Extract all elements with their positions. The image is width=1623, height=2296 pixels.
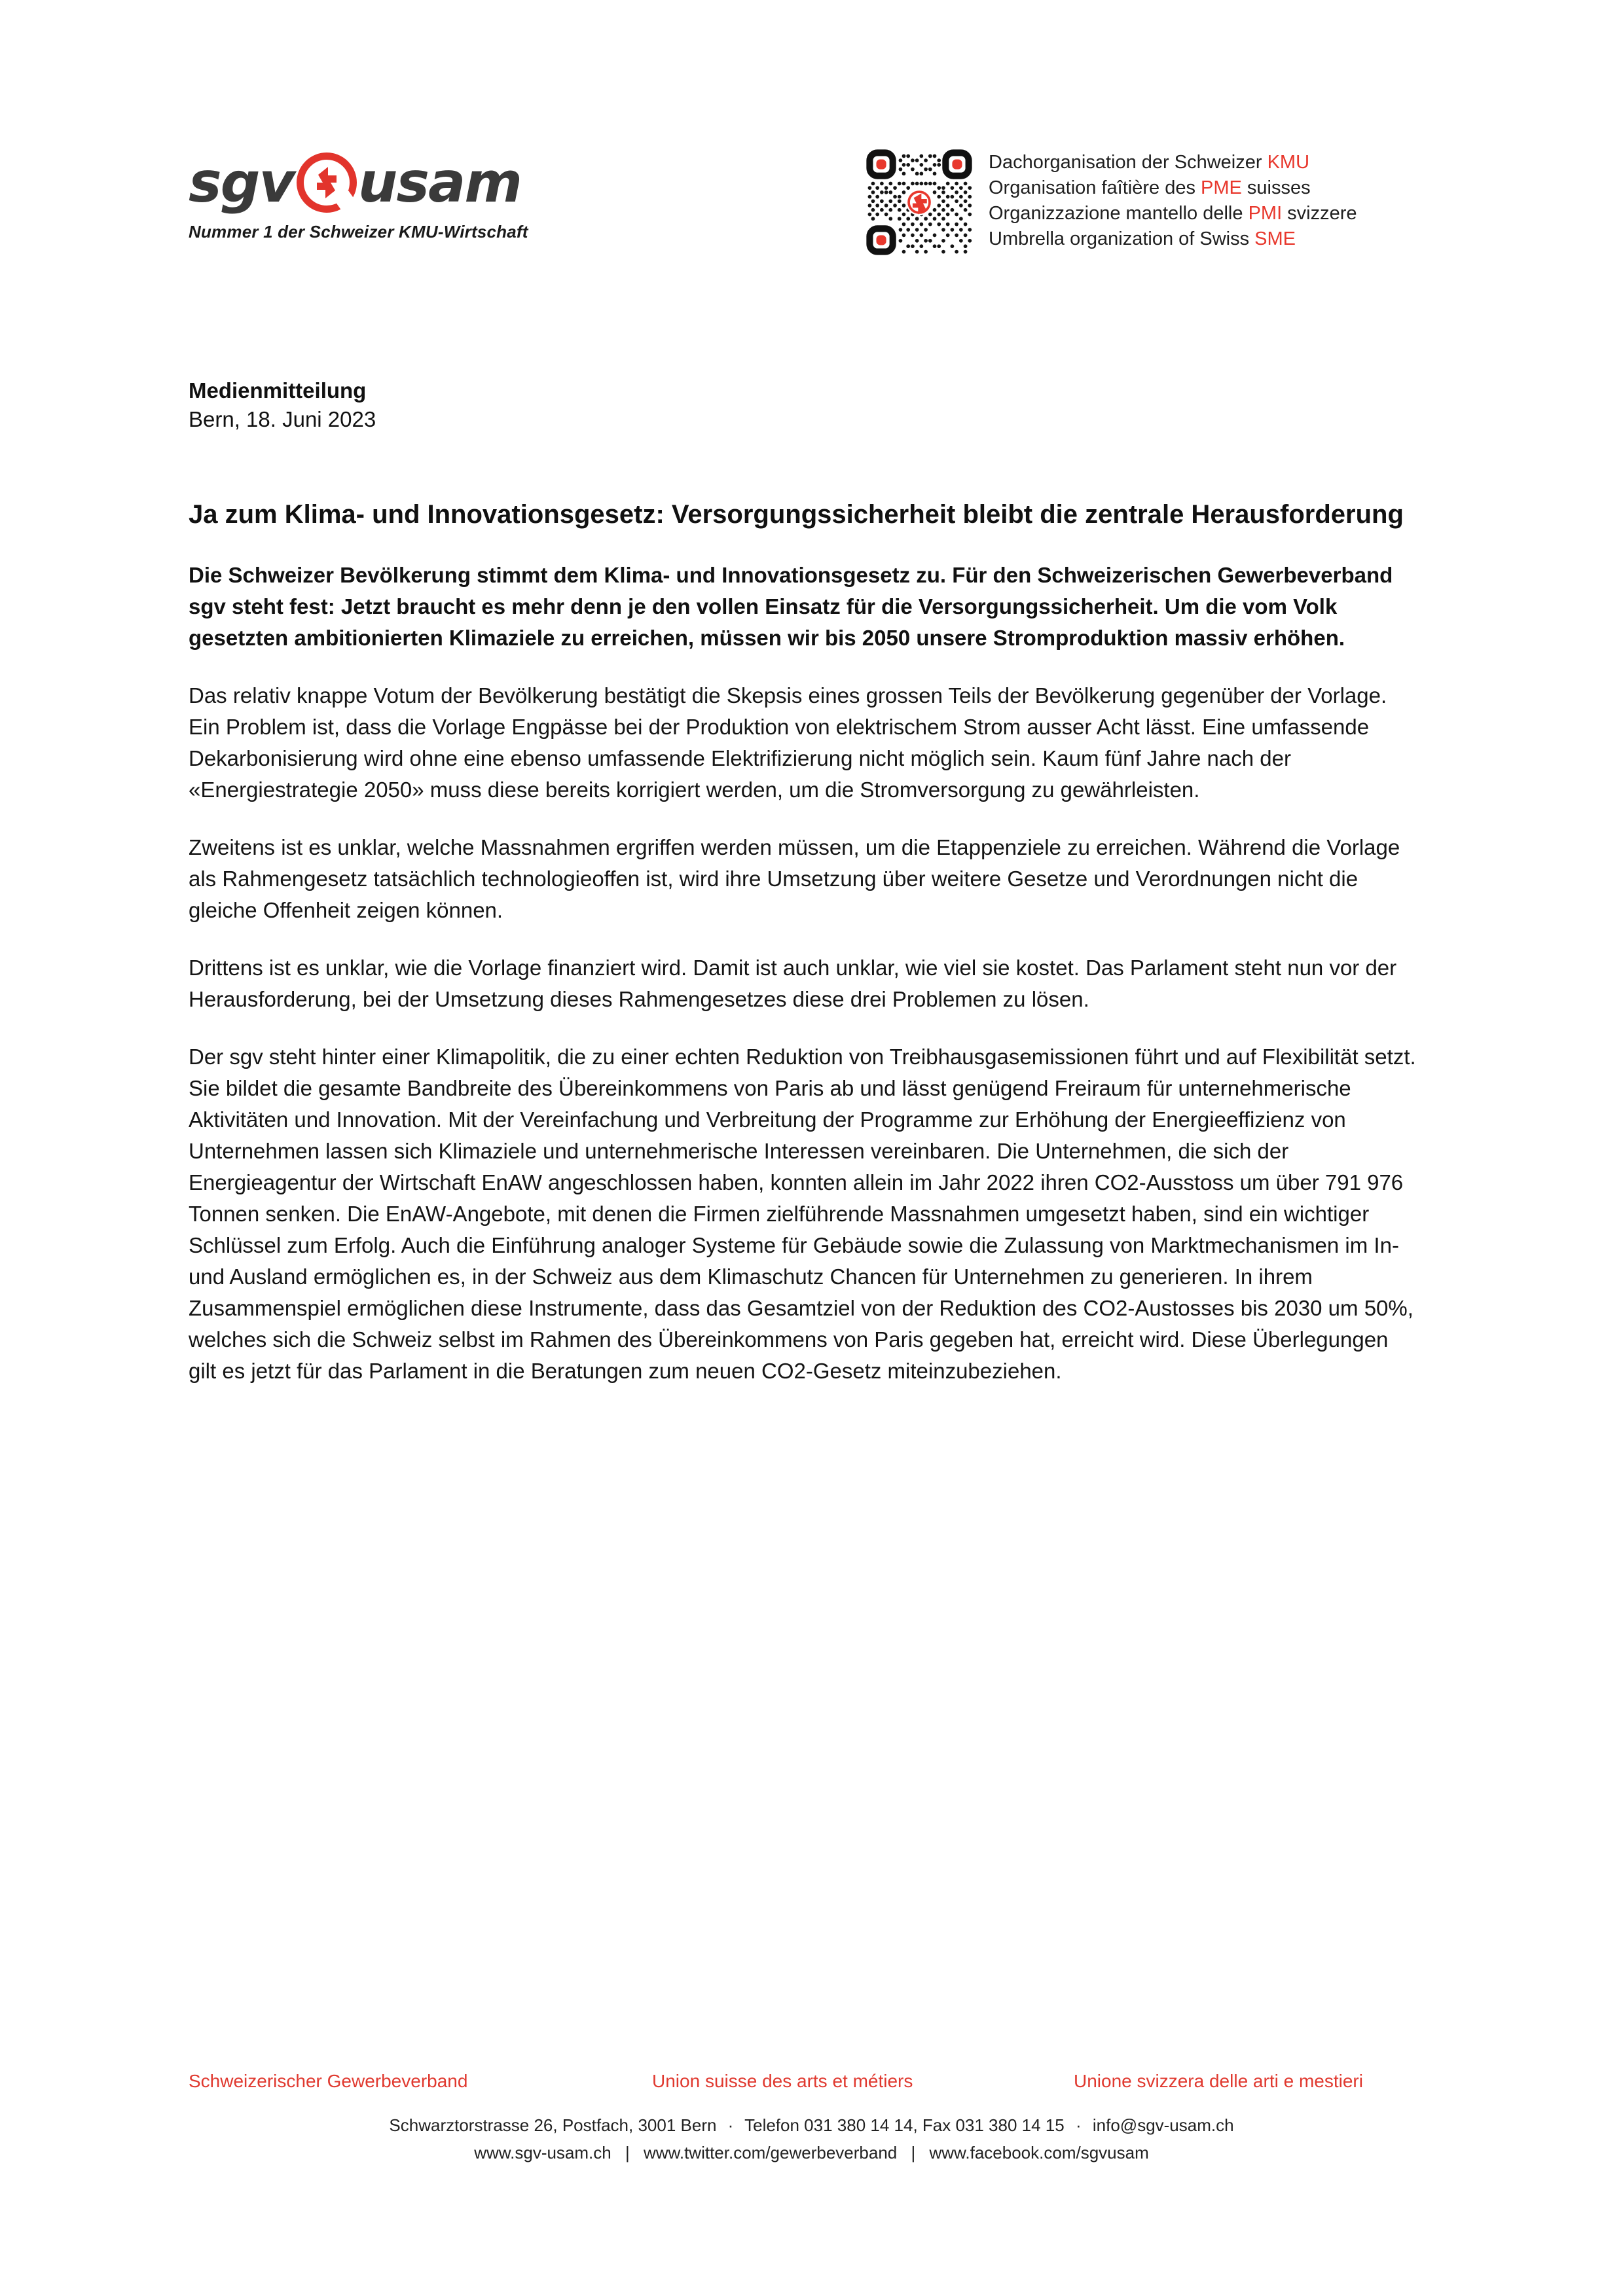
footer-website-link[interactable]: www.sgv-usam.ch xyxy=(474,2142,611,2162)
org-line-en: Umbrella organization of Swiss SME xyxy=(989,228,1296,249)
place-and-date: Bern, 18. Juni 2023 xyxy=(189,406,376,431)
footer-twitter-link[interactable]: www.twitter.com/gewerbeverband xyxy=(643,2142,898,2162)
footer-organization-names xyxy=(0,2071,1623,2098)
organization-languages xyxy=(989,147,1357,252)
organization-identity xyxy=(864,147,1357,257)
footer-name-de: Schweizerischer Gewerbeverband xyxy=(189,2070,468,2091)
body-paragraph-3: Drittens ist es unklar, wie die Vorlage finanziert wird. Damit ist auch unklar, wie viel sie kostet. Das Parlament steht nun vor der Herausforderung, bei der Umsetzung dieses Rahmengesetzes diese drei Problemen zu lösen. xyxy=(189,956,1397,1012)
org-line-de: Dachorganisation der Schweizer KMU xyxy=(989,152,1310,173)
body-paragraph-1: Das relativ knappe Votum der Bevölkerung bestätigt die Skepsis eines grossen Teils der Bevölkerung gegenüber der Vorlage. Ein Problem ist, dass die Vorlage Engpässe bei der Produktion von elektrischem Strom ausser Acht lässt. Eine umfassende Dekarbonisierung wird ohne eine ebenso umfassende Elektrifizierung nicht möglich sein. Kaum fünf Jahre nach der «Energiestrategie 2050» muss diese bereits korrigiert werden, um die Stromversorgung zu gewährleisten. xyxy=(189,683,1387,802)
org-line-fr: Organisation faîtière des PME suisses xyxy=(989,177,1311,198)
footer-phone: Telefon 031 380 14 14, Fax 031 380 14 15 xyxy=(744,2115,1065,2135)
org-line-it: Organizzazione mantello delle PMI svizzere xyxy=(989,203,1357,224)
footer-name-it: Unione svizzera delle arti e mestieri xyxy=(1074,2070,1363,2091)
footer-name-fr: Union suisse des arts et métiers xyxy=(652,2070,913,2091)
page-header xyxy=(0,147,1623,278)
footer-email[interactable]: info@sgv-usam.ch xyxy=(1092,2115,1234,2135)
body-paragraph-2: Zweitens ist es unklar, welche Massnahmen ergriffen werden müssen, um die Etappenziele zu erreichen. Während die Vorlage als Rahmengesetz tatsächlich technologieoffen ist, wird ihre Umsetzung über weitere Gesetze und Verordnungen nicht die gleiche Offenheit zeigen können. xyxy=(189,835,1400,923)
footer-contact-line xyxy=(0,2111,1623,2139)
footer-divider-1: | xyxy=(625,2142,630,2162)
document-body xyxy=(189,376,1436,1408)
brand-tagline: Nummer 1 der Schweizer KMU-Wirtschaft xyxy=(189,222,528,242)
page-footer xyxy=(0,2071,1623,2166)
document-type: Medienmitteilung xyxy=(189,378,367,403)
body-paragraph-4: Der sgv steht hinter einer Klimapolitik, die zu einer echten Reduktion von Treibhausgasemissionen führt und auf Flexibilität setzt. Sie bildet die gesamte Bandbreite des Übereinkommens von Paris ab und lässt genügend Freiraum für unternehmerische Aktivitäten und Innovation. Mit der Vereinfachung und Verbreitung der Programme zur Erhöhung der Energieeffizienz von Unternehmen lassen sich Klimaziele und unternehmerische Interessen vereinbaren. Die Unternehmen, die sich der Energieagentur der Wirtschaft EnAW angeschlossen haben, konnten allein im Jahr 2022 ihren CO2-Ausstoss um über 791 976 Tonnen senken. Die EnAW-Angebote, mit denen die Firmen zielführende Massnahmen umgesetzt haben, sind ein wichtiger Schlüssel zum Erfolg. Auch die Einführung analoger Systeme für Gebäude sowie die Zulassung von Marktmechanismen im In- und Ausland ermöglichen es, in der Schweiz aus dem Klimaschutz Chancen für Unternehmen zu generieren. In ihrem Zusammenspiel ermöglichen diese Instrumente, dass das Gesamtziel von der Reduktion des CO2-Austosses bis 2030 um 50%, welches sich die Schweiz selbst im Rahmen des Übereinkommens von Paris gegeben hat, erreicht wird. Diese Überlegungen gilt es jetzt für das Parlament in die Beratungen zum neuen CO2-Gesetz miteinzubeziehen. xyxy=(189,1045,1416,1384)
brand-logo xyxy=(189,147,555,218)
footer-separator-2: · xyxy=(1075,2115,1082,2135)
footer-divider-2: | xyxy=(911,2142,916,2162)
brand-word-sgv: sgv xyxy=(189,150,294,215)
qr-code-icon[interactable] xyxy=(864,147,974,257)
footer-links-line xyxy=(0,2139,1623,2166)
page-title: Ja zum Klima- und Innovationsgesetz: Versorgungssicherheit bleibt die zentrale Herausforderung xyxy=(189,500,1404,529)
footer-address: Schwarztorstrasse 26, Postfach, 3001 Bern xyxy=(389,2115,717,2135)
sgv-usam-emblem-icon xyxy=(297,152,357,213)
emblem-bolt-icon xyxy=(308,164,345,201)
sgv-usam-brand xyxy=(189,147,555,242)
footer-separator-1: · xyxy=(727,2115,734,2135)
lead-paragraph: Die Schweizer Bevölkerung stimmt dem Klima- und Innovationsgesetz zu. Für den Schweizerischen Gewerbeverband sgv steht fest: Jetzt braucht es mehr denn je den vollen Einsatz für die Versorgungssicherheit. Um die vom Volk gesetzten ambitionierten Klimaziele zu erreichen, müssen wir bis 2050 unsere Stromproduktion massiv erhöhen. xyxy=(189,563,1393,651)
footer-facebook-link[interactable]: www.facebook.com/sgvusam xyxy=(929,2142,1149,2162)
brand-word-usam: usam xyxy=(357,150,521,215)
